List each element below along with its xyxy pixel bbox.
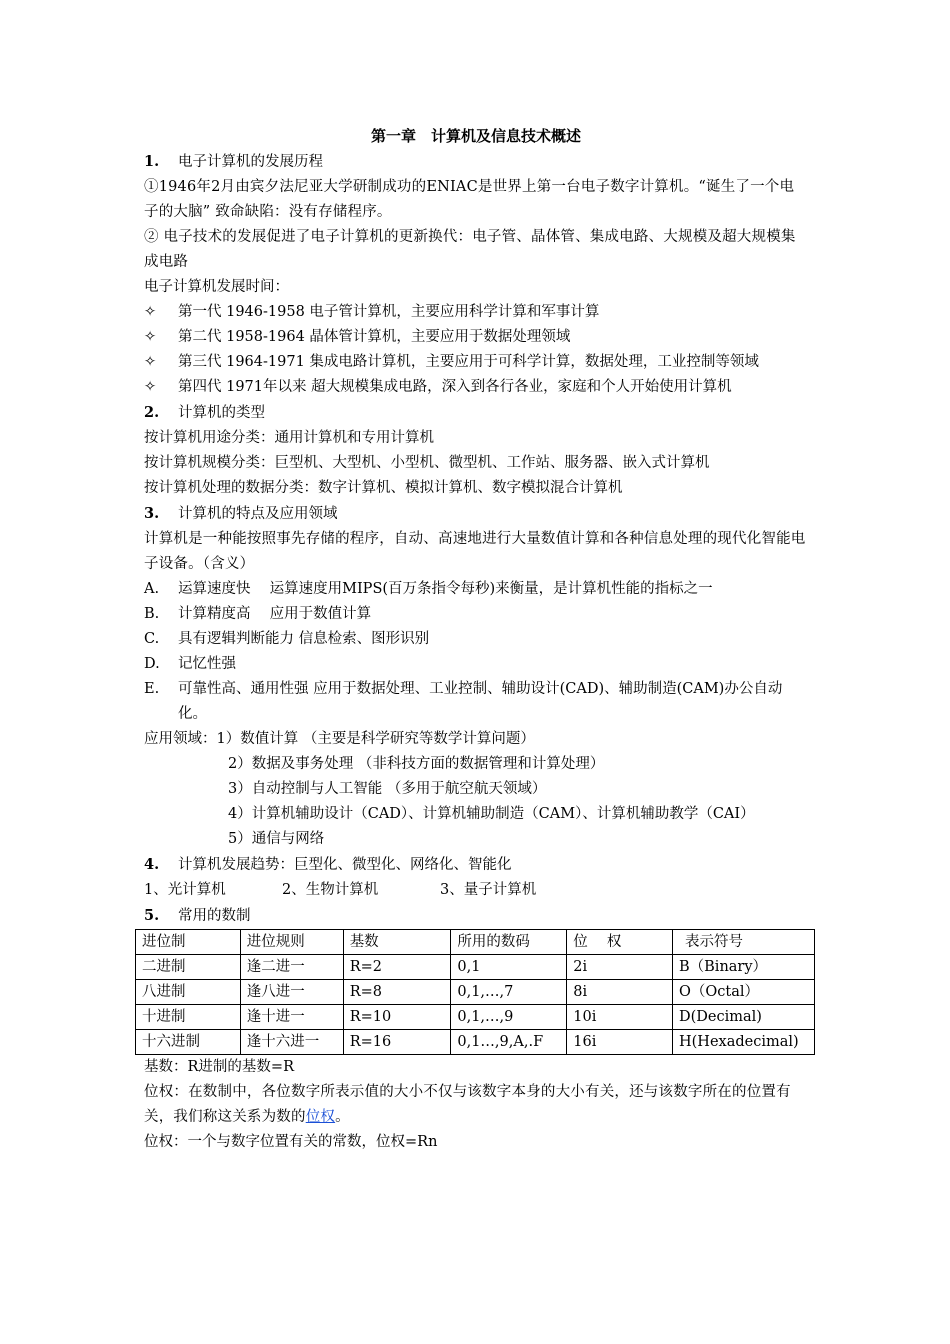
trend-item: 1、光计算机 — [144, 882, 226, 898]
section-number: 5. — [144, 907, 160, 924]
table-cell: O（Octal） — [673, 980, 815, 1005]
list-marker: E. — [144, 681, 160, 697]
paragraph: 按计算机用途分类：通用计算机和专用计算机 — [144, 430, 434, 446]
diamond-bullet-icon: ✧ — [144, 379, 157, 395]
paragraph: 计算机是一种能按照事先存储的程序，自动、高速地进行大量数值计算和各种信息处理的现代化智能电子设备。（含义） — [144, 531, 806, 572]
list-item-text: 第一代 1946-1958 电子管计算机，主要应用科学计算和军事计算 — [178, 304, 600, 320]
table-cell: B（Binary） — [673, 955, 815, 980]
table-cell: 八进制 — [136, 980, 241, 1005]
list-item-text: 第二代 1958-1964 晶体管计算机，主要应用于数据处理领域 — [178, 329, 571, 345]
table-cell: 16i — [567, 1030, 673, 1055]
diamond-bullet-icon: ✧ — [144, 354, 157, 370]
table-cell: 逢十进一 — [240, 1005, 343, 1030]
table-cell: 逢二进一 — [240, 955, 343, 980]
table-cell: 十六进制 — [136, 1030, 241, 1055]
weight-note-text: 位权：在数制中，各位数字所表示值的大小不仅与该数字本身的大小有关，还与该数字所在的位置有关，我们称这关系为数的 — [144, 1084, 791, 1125]
weight-link[interactable]: 位权 — [305, 1109, 336, 1125]
list-marker: B. — [144, 606, 160, 622]
list-item — [144, 602, 808, 627]
table-header-cell: 表示符号 — [673, 930, 815, 955]
table-cell: 8i — [567, 980, 673, 1005]
section-number: 3. — [144, 505, 160, 522]
application-list — [144, 727, 808, 752]
section-number: 1. — [144, 153, 160, 170]
table-cell: 0,1,…,7 — [451, 980, 567, 1005]
application-item: 2）数据及事务处理 （非科技方面的数据管理和计算处理） — [228, 756, 605, 772]
section-title: 计算机的类型 — [178, 405, 265, 421]
table-cell: 0,1…,9,A,.F — [451, 1030, 567, 1055]
number-system-table — [135, 929, 815, 1055]
list-item — [144, 627, 808, 652]
paragraph: ①1946年2月由宾夕法尼亚大学研制成功的ENIAC是世界上第一台电子数字计算机。“诞生了一个电子的大脑” 致命缺陷：没有存储程序。 — [144, 179, 795, 220]
table-cell: 0,1 — [451, 955, 567, 980]
table-cell: R=2 — [343, 955, 451, 980]
section-title: 计算机发展趋势：巨型化、微型化、网络化、智能化 — [178, 857, 512, 873]
table-row — [136, 1005, 815, 1030]
weight-note-end: 。 — [335, 1109, 350, 1125]
table-header-cell: 进位规则 — [240, 930, 343, 955]
list-item — [144, 375, 808, 400]
application-item: 5）通信与网络 — [228, 831, 325, 847]
section-title: 电子计算机的发展历程 — [178, 154, 323, 170]
table-header-cell: 进位制 — [136, 930, 241, 955]
table-row — [136, 1030, 815, 1055]
table-cell: 逢十六进一 — [240, 1030, 343, 1055]
list-item-text: 可靠性高、通用性强 应用于数据处理、工业控制、辅助设计(CAD)、辅助制造(CAM)办公自动化。 — [178, 681, 783, 722]
section-number: 2. — [144, 404, 160, 421]
table-cell: H(Hexadecimal) — [673, 1030, 815, 1055]
table-cell: 10i — [567, 1005, 673, 1030]
table-cell: R=16 — [343, 1030, 451, 1055]
application-item: 1）数值计算 （主要是科学研究等数学计算问题） — [216, 731, 535, 747]
list-marker: A. — [144, 581, 160, 597]
section-5-heading — [144, 903, 808, 929]
paragraph — [144, 1080, 808, 1130]
paragraph: 基数：R进制的基数=R — [144, 1059, 294, 1075]
trend-item: 2、生物计算机 — [282, 882, 379, 898]
list-item-text: 记忆性强 — [178, 656, 236, 672]
table-header-cell: 位 权 — [567, 930, 673, 955]
diamond-bullet-icon: ✧ — [144, 329, 157, 345]
list-marker: D. — [144, 656, 160, 672]
table-cell: D(Decimal) — [673, 1005, 815, 1030]
list-item-text: 第四代 1971年以来 超大规模集成电路，深入到各行各业，家庭和个人开始使用计算机 — [178, 379, 732, 395]
application-item: 3）自动控制与人工智能 （多用于航空航天领域） — [228, 781, 547, 797]
document-page — [144, 124, 808, 1155]
table-cell: R=10 — [343, 1005, 451, 1030]
chapter-title: 第一章 计算机及信息技术概述 — [370, 127, 581, 145]
table-header-cell: 所用的数码 — [451, 930, 567, 955]
table-cell: 逢八进一 — [240, 980, 343, 1005]
list-item — [144, 300, 808, 325]
table-cell: 2i — [567, 955, 673, 980]
list-item-text: 运算速度快 运算速度用MIPS(百万条指令每秒)来衡量，是计算机性能的指标之一 — [178, 581, 713, 597]
paragraph: 按计算机规模分类：巨型机、大型机、小型机、微型机、工作站、服务器、嵌入式计算机 — [144, 455, 710, 471]
list-item — [144, 350, 808, 375]
table-header-cell: 基数 — [343, 930, 451, 955]
table-cell: 二进制 — [136, 955, 241, 980]
table-cell: 十进制 — [136, 1005, 241, 1030]
section-title: 常用的数制 — [178, 908, 251, 924]
list-item — [144, 325, 808, 350]
table-row — [136, 955, 815, 980]
section-2-heading — [144, 400, 808, 426]
trend-item: 3、量子计算机 — [440, 882, 537, 898]
paragraph: 按计算机处理的数据分类：数字计算机、模拟计算机、数字模拟混合计算机 — [144, 480, 623, 496]
paragraph: ② 电子技术的发展促进了电子计算机的更新换代：电子管、晶体管、集成电路、大规模及超大规模集成电路 — [144, 229, 796, 270]
list-item-text: 具有逻辑判断能力 信息检索、图形识别 — [178, 631, 430, 647]
section-number: 4. — [144, 856, 160, 873]
table-cell: 0,1,…,9 — [451, 1005, 567, 1030]
table-header-row — [136, 930, 815, 955]
list-item — [144, 677, 808, 727]
list-item-text: 计算精度高 应用于数值计算 — [178, 606, 372, 622]
section-4-heading — [144, 852, 808, 878]
trend-list — [144, 878, 808, 903]
list-marker: C. — [144, 631, 160, 647]
paragraph: 电子计算机发展时间： — [144, 279, 289, 295]
application-item: 4）计算机辅助设计（CAD）、计算机辅助制造（CAM）、计算机辅助教学（CAI） — [228, 806, 755, 822]
list-item — [144, 577, 808, 602]
application-label: 应用领域： — [144, 731, 217, 747]
table-cell: R=8 — [343, 980, 451, 1005]
list-item-text: 第三代 1964-1971 集成电路计算机，主要应用于可科学计算，数据处理，工业控制等领域 — [178, 354, 759, 370]
table-row — [136, 980, 815, 1005]
section-title: 计算机的特点及应用领域 — [178, 506, 338, 522]
section-3-heading — [144, 501, 808, 527]
section-1-heading — [144, 149, 808, 175]
paragraph: 位权：一个与数字位置有关的常数，位权=Rn — [144, 1134, 438, 1150]
diamond-bullet-icon: ✧ — [144, 304, 157, 320]
list-item — [144, 652, 808, 677]
